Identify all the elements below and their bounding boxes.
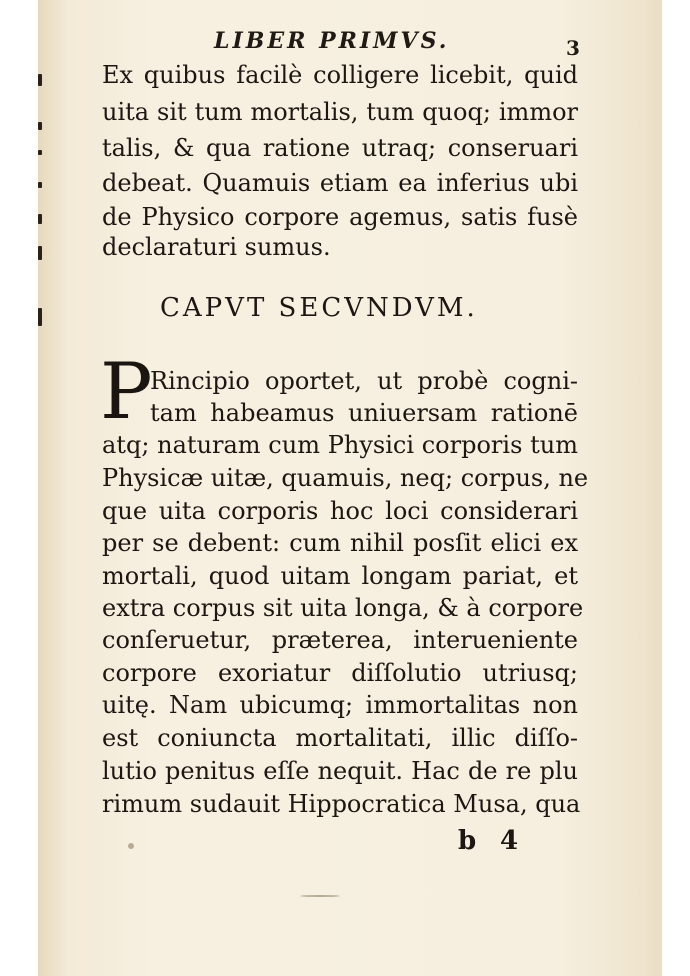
page-number: 3 xyxy=(566,36,580,60)
text-line: Rincipio oportet, ut probè cogni- xyxy=(150,367,578,395)
text-line: est coniuncta mortalitati, illic diſſo- xyxy=(102,724,578,752)
paper-speck xyxy=(300,895,340,897)
text-line: que uita corporis hoc loci considerari xyxy=(102,497,578,525)
text-line: corpore exoriatur diſſolutio utriusq; xyxy=(102,659,578,687)
bleed-mark xyxy=(38,308,42,326)
drop-cap: P xyxy=(100,347,153,437)
text-line: Physicæ uitæ, quamuis, neq; corpus, ne xyxy=(102,464,589,492)
bleed-mark xyxy=(38,214,42,224)
chapter-heading: CAPVT SECVNDVM. xyxy=(160,293,478,323)
text-line: extra corpus sit uita longa, & à corpore xyxy=(102,594,584,622)
text-line: mortali, quod uitam longam pariat, et xyxy=(102,562,578,590)
text-line: per se debent: cum nihil posſit elici ex xyxy=(102,529,578,557)
signature-mark: b xyxy=(458,826,477,856)
bleed-mark xyxy=(38,182,42,188)
text-line: atq; naturam cum Physici corporis tum xyxy=(102,431,578,459)
text-line: uitę. Nam ubicumq; immortalitas non xyxy=(102,691,578,719)
page-gutter xyxy=(0,0,38,976)
text-line: uita sit tum mortalis, tum quoq; immor xyxy=(102,98,578,126)
running-title: LIBER PRIMVS. xyxy=(214,28,450,54)
text-line: declaraturi sumus. xyxy=(102,233,331,261)
bleed-mark xyxy=(38,150,42,155)
text-line: debeat. Quamuis etiam ea inferius ubi xyxy=(102,169,578,197)
bleed-mark xyxy=(38,122,42,130)
bleed-mark xyxy=(38,246,42,260)
text-line: de Physico corpore agemus, satis fusè xyxy=(102,203,578,231)
bleed-mark xyxy=(38,74,42,86)
text-line: Ex quibus facilè colligere licebit, quid xyxy=(102,61,578,89)
text-line: talis, & qua ratione utraq; conseruari xyxy=(102,134,578,162)
text-line: conſeruetur, præterea, interueniente xyxy=(102,626,578,654)
text-line: tam habeamus uniuersam rationē xyxy=(150,399,578,427)
signature-number: 4 xyxy=(500,826,519,856)
text-line: rimum sudauit Hippocratica Musa, qua xyxy=(102,790,581,818)
text-line: lutio penitus eſſe nequit. Hac de re plu xyxy=(102,757,578,785)
paper-speck xyxy=(128,843,134,849)
